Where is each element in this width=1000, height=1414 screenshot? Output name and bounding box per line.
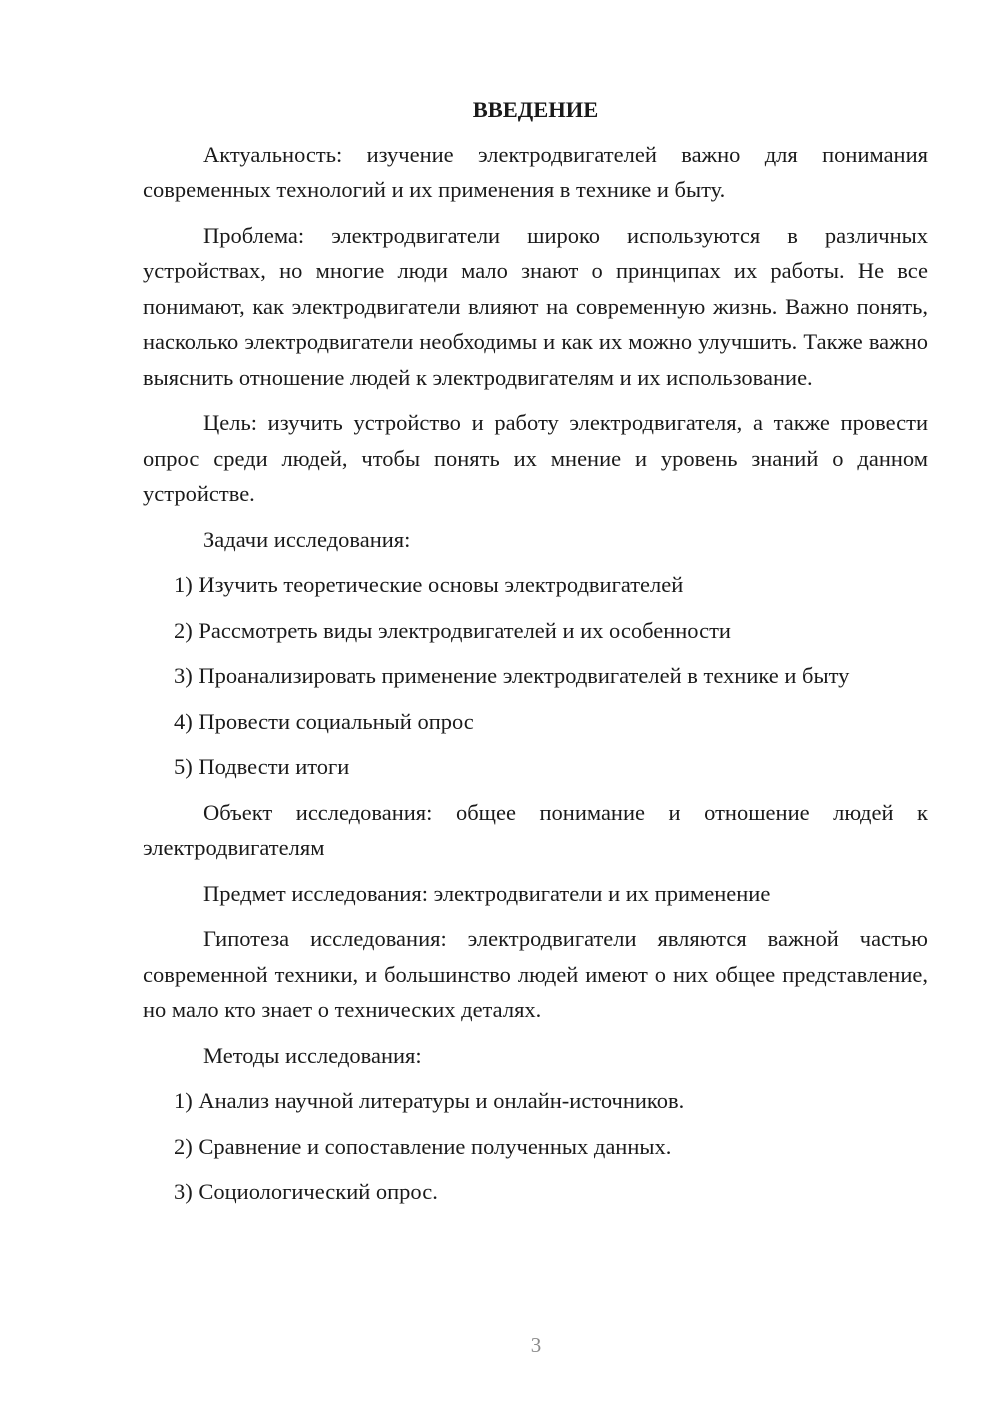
methods-heading: Методы исследования: bbox=[203, 1042, 422, 1068]
task-item: 1) Изучить теоретические основы электродвигателей bbox=[174, 572, 684, 597]
task-item: 2) Рассмотреть виды электродвигателей и их особенности bbox=[174, 617, 731, 643]
task-item: 5) Подвести итоги bbox=[174, 754, 350, 779]
goal-paragraph: Цель: изучить устройство и работу электродвигателя, а также провести опрос среди людей, чтобы понять их мнение и уровень знаний о данном устройстве. bbox=[143, 410, 928, 506]
tasks-list bbox=[143, 567, 928, 785]
hypothesis-paragraph: Гипотеза исследования: электродвигатели являются важной частью современной техники, и большинство людей имеют о них общее представление, но мало кто знает о технических деталях. bbox=[143, 926, 928, 1022]
page-body bbox=[143, 92, 928, 1220]
page-number: 3 bbox=[530, 1333, 542, 1357]
task-item: 3) Проанализировать применение электродвигателей в технике и быту bbox=[174, 663, 850, 688]
subject-paragraph: Предмет исследования: электродвигатели и их применение bbox=[203, 880, 771, 906]
method-item: 3) Социологический опрос. bbox=[174, 1179, 438, 1204]
methods-list bbox=[143, 1083, 928, 1210]
tasks-heading: Задачи исследования: bbox=[203, 526, 411, 552]
method-item: 2) Сравнение и сопоставление полученных данных. bbox=[174, 1133, 672, 1159]
object-paragraph: Объект исследования: общее понимание и отношение людей к электродвигателям bbox=[143, 799, 928, 860]
relevance-paragraph: Актуальность: изучение электродвигателей важно для понимания современных технологий и их применения в технике и быту. bbox=[143, 141, 928, 202]
task-item: 4) Провести социальный опрос bbox=[174, 708, 474, 734]
section-title: ВВЕДЕНИЕ bbox=[472, 97, 599, 122]
method-item: 1) Анализ научной литературы и онлайн-источников. bbox=[174, 1088, 685, 1113]
problem-paragraph: Проблема: электродвигатели широко используются в различных устройствах, но многие люди мало знают о принципах их работы. Не все понимают, как электродвигатели влияют на современную жизнь. Важно понять, насколько электродвигатели необходимы и как их можно улучшить. Также важно выяснить отношение людей к электродвигателям и их использование. bbox=[143, 222, 928, 390]
